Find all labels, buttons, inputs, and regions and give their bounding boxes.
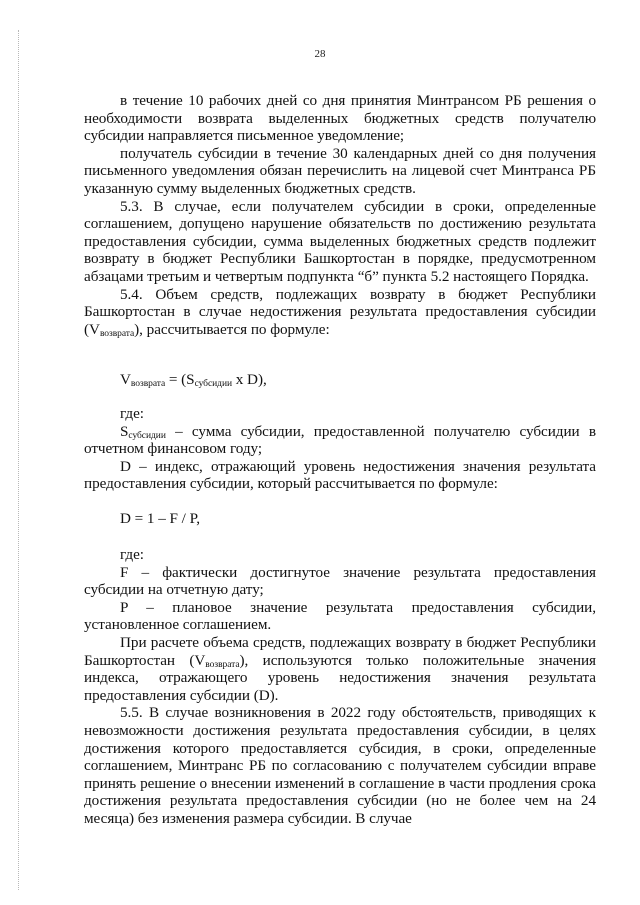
text-block-top	[84, 92, 596, 338]
paragraph-5-4: 5.4. Объем средств, подлежащих возврату в бюджет Республики Башкортостан в случае недостижения результата предоставления субсидии $(V_{возврата})$, рассчитывается по формуле:	[84, 285, 596, 339]
where-label-1: где:	[120, 405, 144, 422]
paragraph-notice: в течение 10 рабочих дней со дня принятия Минтрансом РБ решения о необходимости возврата выделенных бюджетных средств получателю субсидии направляется письменное уведомление;	[84, 92, 596, 145]
scan-edge-line	[18, 30, 20, 890]
paragraph-calc-note: При расчете объема средств, подлежащих возврату в бюджет Республики Башкортостан $(V_{возврата})$, используются только положительные значения индекса, отражающего уровень недостижения значения результата предоставления субсидии (D).	[84, 633, 596, 704]
definition-f: F – фактически достигнутое значение результата предоставления субсидии на отчетную дату;	[84, 563, 596, 599]
formula-index-d: D = 1 – F / P,	[120, 510, 201, 527]
paragraph-5-5: 5.5. В случае возникновения в 2022 году обстоятельств, приводящих к невозможности достижения результата предоставления субсидии, в целях достижения которого предоставляется субсидия, в сроки, определенные соглашением, Минтранс РБ по согласованию с получателем субсидии вправе принять решение о внесении изменений в соглашение в части продления срока достижения результата предоставления субсидии (но не более чем на 24 месяца) без изменения размера субсидии. В случае	[84, 704, 596, 827]
text-block-definitions-1	[84, 405, 596, 493]
definition-d: D – индекс, отражающий уровень недостижения значения результата предоставления субсидии, который рассчитывается по формуле:	[84, 457, 596, 493]
text-block-definitions-2	[84, 546, 596, 828]
definition-p: P – плановое значение результата предоставления субсидии, установленное соглашением.	[84, 598, 596, 634]
definition-s: $S_{субсидии}$ – сумма субсидии, предоставленной получателю субсидии в отчетном финансовом году;	[84, 422, 596, 458]
page-number: 28	[314, 48, 326, 60]
paragraph-recipient-obligation: получатель субсидии в течение 30 календарных дней со дня получения письменного уведомления обязан перечислить на лицевой счет Минтранса РБ указанную сумму выделенных бюджетных средств.	[84, 144, 596, 197]
formula-refund-volume: $V_{возврата} = (S_{субсидии}$ x D),	[120, 371, 267, 389]
where-label-2: где:	[120, 546, 144, 563]
paragraph-5-3: 5.3. В случае, если получателем субсидии в сроки, определенные соглашением, допущено нарушение обязательств по достижению результата предоставления субсидии, сумма выделенных бюджетных средств подлежит возврату в бюджет Республики Башкортостан в порядке, предусмотренном абзацами третьим и четвертым подпункта “б” пункта 5.2 настоящего Порядка.	[84, 197, 596, 285]
